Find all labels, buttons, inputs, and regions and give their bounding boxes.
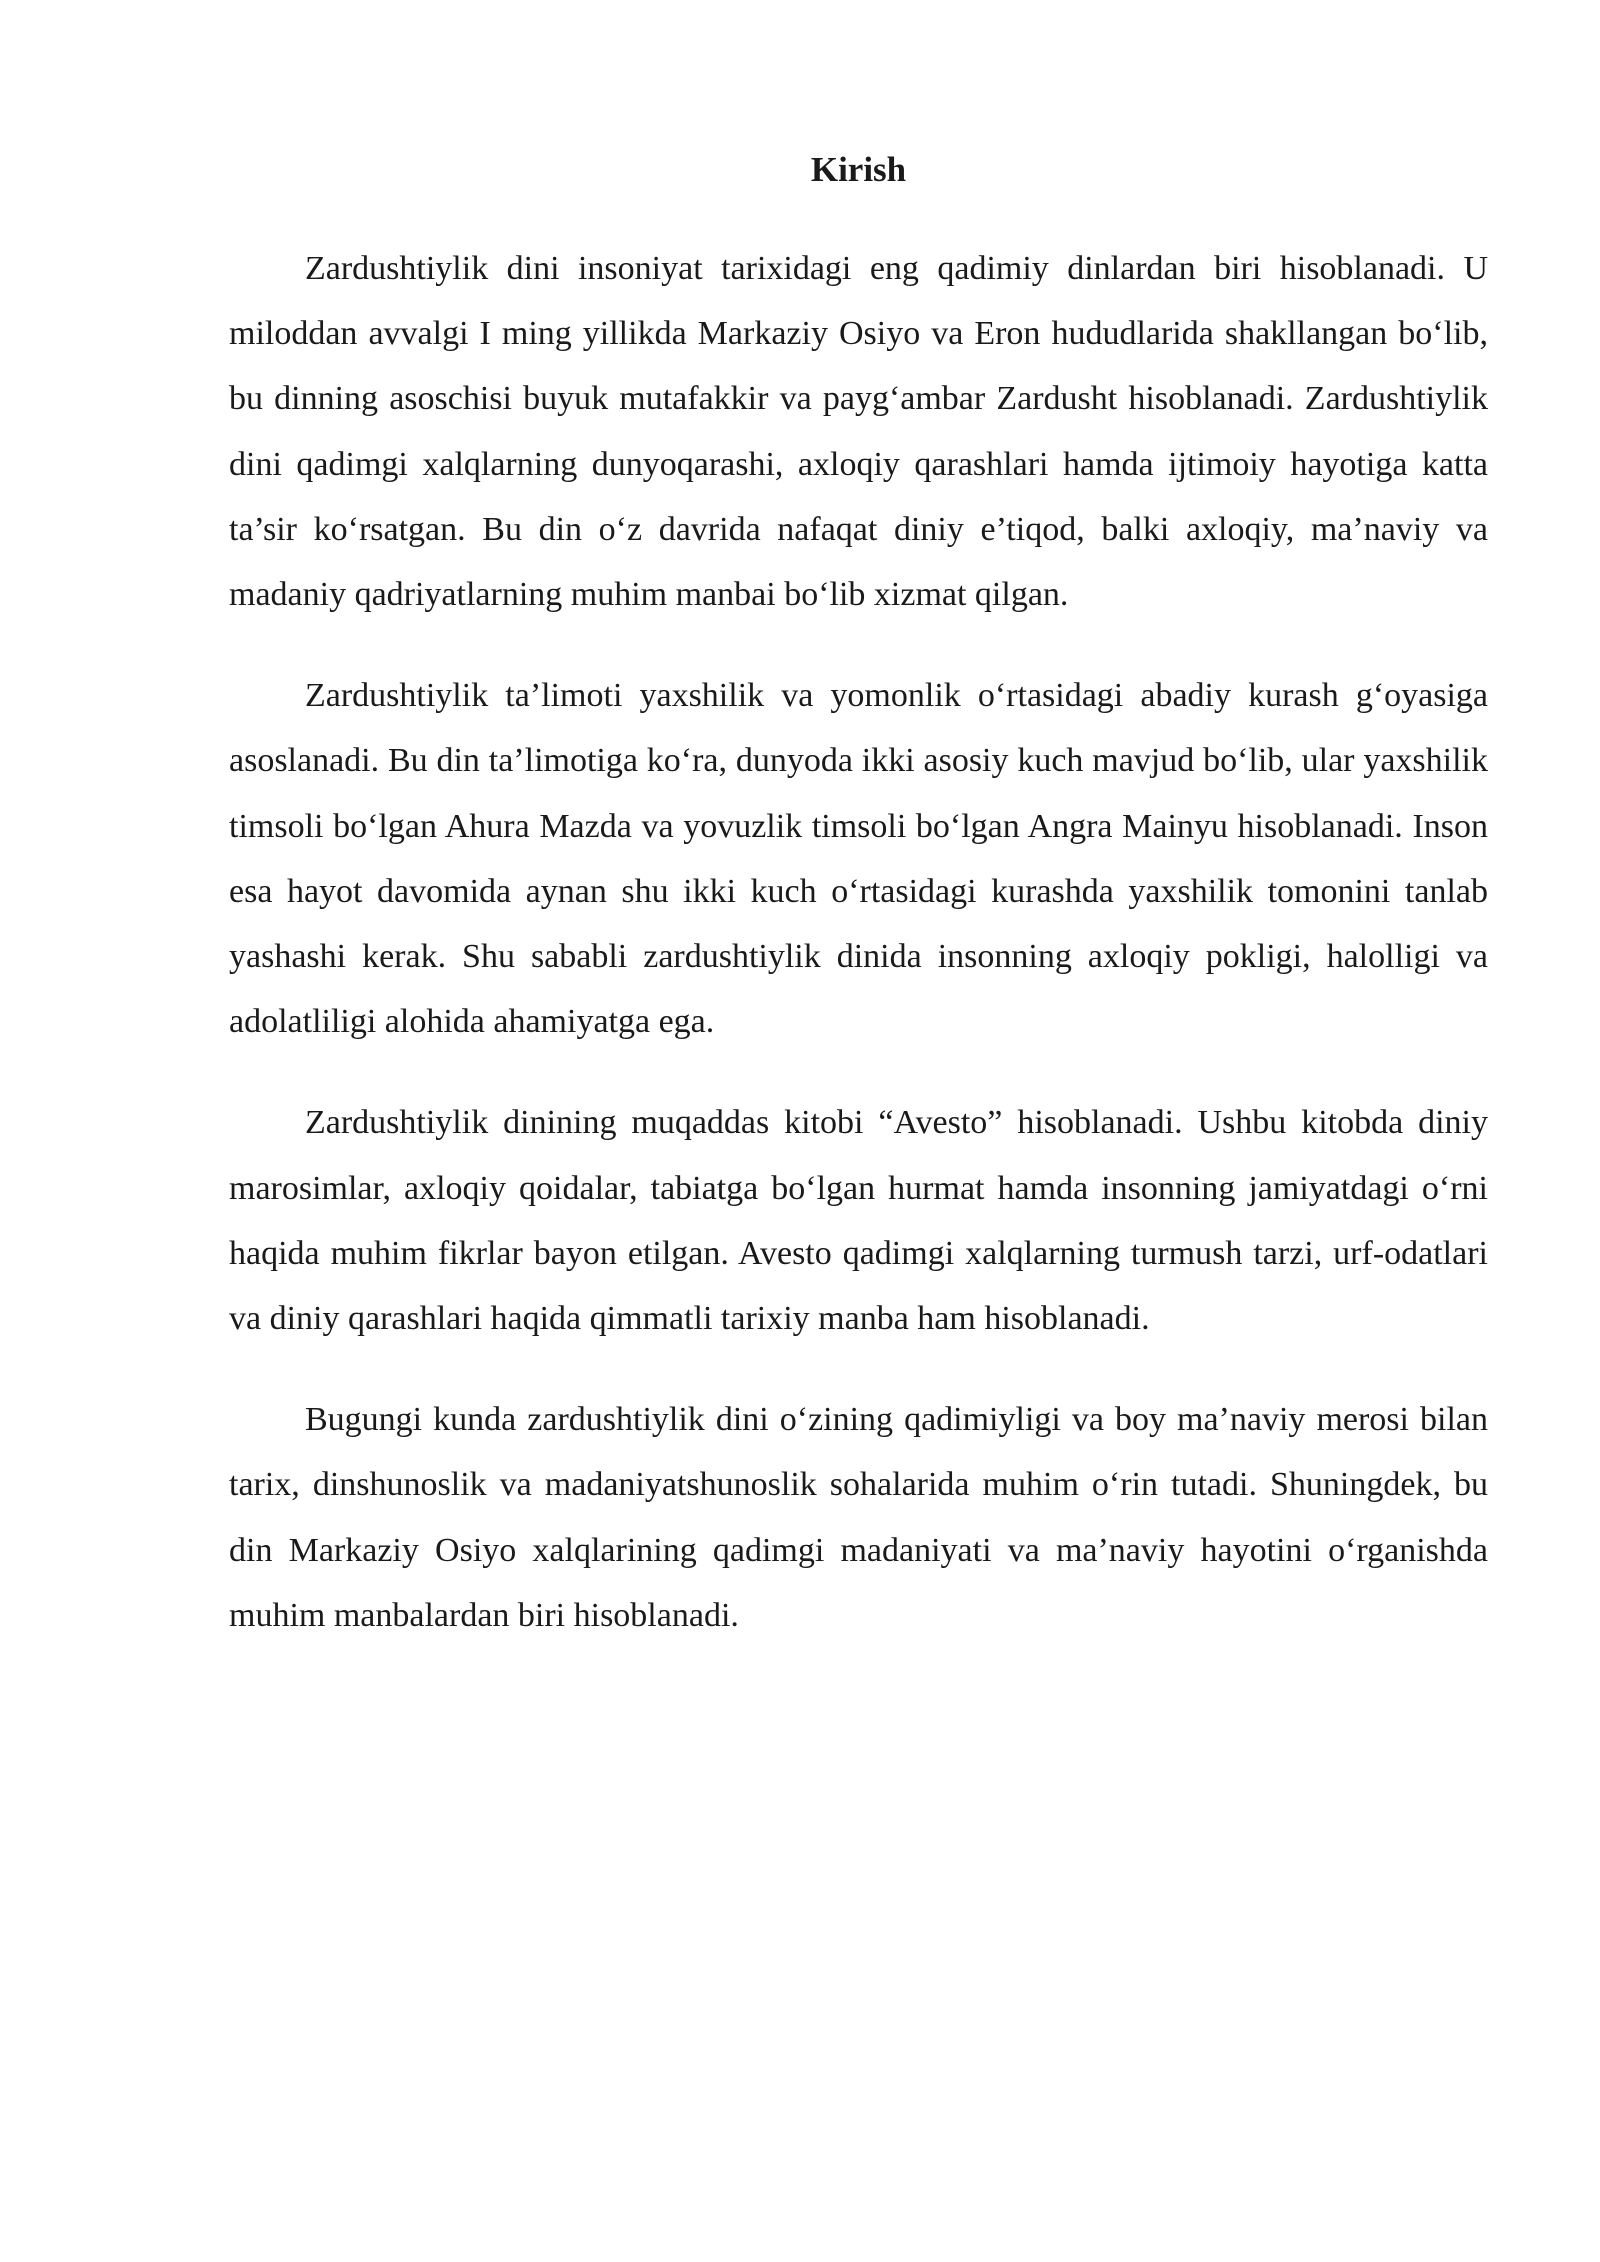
paragraph-3: Zardushtiylik dinining muqaddas kitobi “Avesto” hisoblanadi. Ushbu kitobda diniy marosimlar, axloqiy qoidalar, tabiatga bo‘lgan hurmat hamda insonning jamiyatdagi o‘rni haqida muhim fikrlar bayon etilgan. Avesto qadimgi xalqlarning turmush tarzi, urf-odatlari va diniy qarashlari haqida qimmatli tarixiy manba ham hisoblanadi.: [229, 1104, 1488, 1338]
page-title: Kirish: [810, 150, 907, 189]
paragraph-1: Zardushtiylik dini insoniyat tarixidagi eng qadimiy dinlardan biri hisoblanadi. U miloddan avvalgi I ming yillikda Markaziy Osiyo va Eron hududlarida shakllangan bo‘lib, bu dinning asoschisi buyuk mutafakkir va payg‘ambar Zardusht hisoblanadi. Zardushtiylik dini qadimgi xalqlarning dunyoqarashi, axloqiy qarashlari hamda ijtimoiy hayotiga katta ta’sir ko‘rsatgan. Bu din o‘z davrida nafaqat diniy e’tiqod, balki axloqiy, ma’naviy va madaniy qadriyatlarning muhim manbai bo‘lib xizmat qilgan.: [229, 250, 1488, 614]
paragraph-4: Bugungi kunda zardushtiylik dini o‘zining qadimiyligi va boy ma’naviy merosi bilan tarix, dinshunoslik va madaniyatshunoslik sohalarida muhim o‘rin tutadi. Shuningdek, bu din Markaziy Osiyo xalqlarining qadimgi madaniyati va ma’naviy hayotini o‘rganishda muhim manbalardan biri hisoblanadi.: [229, 1401, 1488, 1634]
paragraph-2: Zardushtiylik ta’limoti yaxshilik va yomonlik o‘rtasidagi abadiy kurash g‘oyasiga asoslanadi. Bu din ta’limotiga ko‘ra, dunyoda ikki asosiy kuch mavjud bo‘lib, ular yaxshilik timsoli bo‘lgan Ahura Mazda va yovuzlik timsoli bo‘lgan Angra Mainyu hisoblanadi. Inson esa hayot davomida aynan shu ikki kuch o‘rtasidagi kurashda yaxshilik tomonini tanlab yashashi kerak. Shu sababli zardushtiylik dinida insonning axloqiy pokligi, halolligi va adolatliligi alohida ahamiyatga ega.: [229, 677, 1488, 1041]
